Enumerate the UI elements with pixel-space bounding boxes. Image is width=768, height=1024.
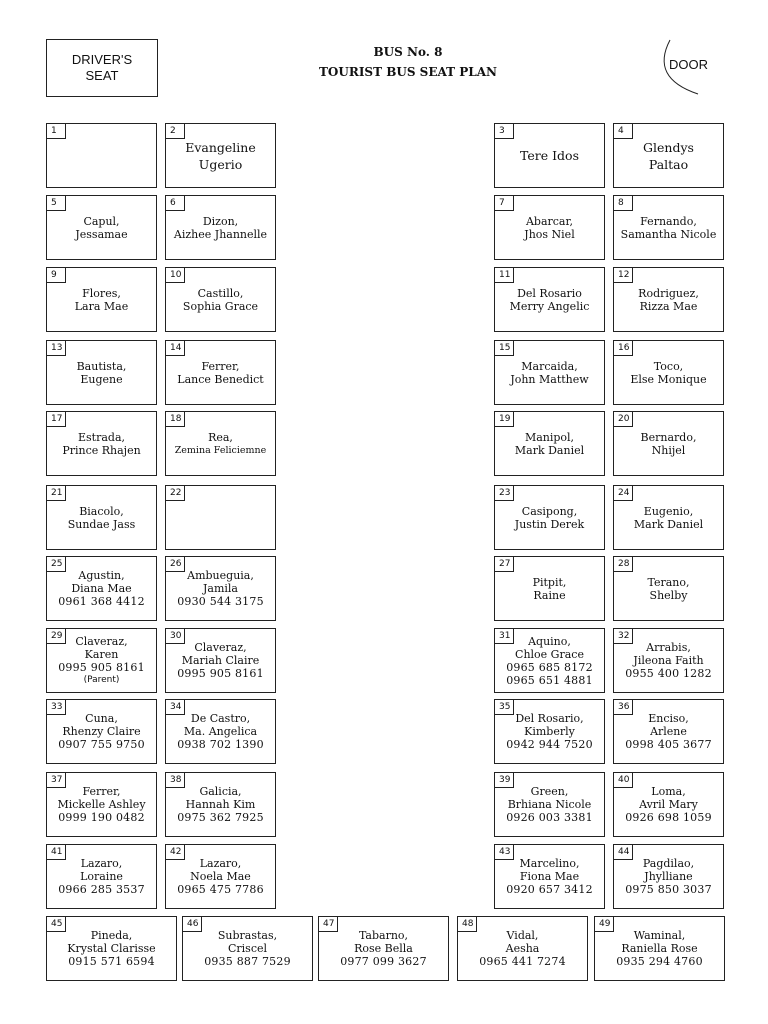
occupant-name-line2: Fiona Mae: [519, 870, 580, 883]
seat-number: 10: [165, 267, 185, 283]
occupant-contact: 0977 099 3627: [340, 955, 427, 968]
seat-24: [613, 485, 724, 550]
seat-number: 21: [46, 485, 66, 501]
seat-18: [165, 411, 276, 476]
seat-occupant: [47, 557, 156, 620]
seat-number: 6: [165, 195, 185, 211]
seat-occupant: [166, 629, 275, 692]
seat-occupant: [47, 124, 156, 187]
occupant-name-line2: Jessamae: [75, 227, 128, 241]
seat-6: [165, 195, 276, 260]
seat-14: [165, 340, 276, 405]
occupant-name-line1: Terano,: [647, 575, 690, 589]
seat-occupant: [166, 486, 275, 549]
occupant-name-line1: Flores,: [82, 286, 121, 300]
seat-4: [613, 123, 724, 188]
occupant-name-line2: Hannah Kim: [185, 798, 256, 811]
seat-17: [46, 411, 157, 476]
seat-40: [613, 772, 724, 837]
seat-number: 17: [46, 411, 66, 427]
occupant-name-line1: Subrastas,: [217, 929, 278, 942]
seat-occupant: [614, 700, 723, 763]
occupant-name-line1: Eugenio,: [643, 504, 694, 518]
occupant-contact: 0965 441 7274: [479, 955, 566, 968]
occupant-name-line1: Arrabis,: [646, 641, 691, 654]
seat-occupant: [166, 773, 275, 836]
seat-plan-title: TOURIST BUS SEAT PLAN: [319, 65, 497, 79]
seat-number: 39: [494, 772, 514, 788]
seat-occupant: [495, 196, 604, 259]
occupant-name-line1: Marcelino,: [519, 857, 580, 870]
occupant-contact: 0965 475 7786: [177, 883, 264, 896]
occupant-name-line2: Brhiana Nicole: [507, 798, 592, 811]
occupant-name-line1: Claveraz,: [194, 641, 247, 654]
occupant-name-line2: Else Monique: [630, 372, 707, 386]
seat-number: 32: [613, 628, 633, 644]
occupant-name-line2: John Matthew: [510, 372, 589, 386]
seat-43: [494, 844, 605, 909]
seat-1: [46, 123, 157, 188]
occupant-name-line2: Prince Rhajen: [62, 443, 141, 457]
seat-occupant: [166, 268, 275, 331]
seat-29: [46, 628, 157, 693]
seat-number: 14: [165, 340, 185, 356]
seat-occupant: [47, 700, 156, 763]
occupant-contact: 0935 294 4760: [616, 955, 703, 968]
seat-number: 7: [494, 195, 514, 211]
occupant-name-line2: Loraine: [80, 870, 123, 883]
occupant-name-line1: Tere Idos: [520, 148, 579, 163]
seat-38: [165, 772, 276, 837]
occupant-name-line2: Raine: [533, 588, 566, 602]
seat-31: [494, 628, 605, 693]
door-label: DOOR: [669, 57, 708, 72]
occupant-name-line1: Ferrer,: [82, 785, 121, 798]
occupant-name-line2: Karen: [84, 647, 119, 661]
occupant-name-line2: Jhylliane: [644, 870, 693, 883]
seat-occupant: [47, 268, 156, 331]
seat-number: 24: [613, 485, 633, 501]
seat-occupant: [614, 268, 723, 331]
occupant-name-line2: Rose Bella: [354, 942, 413, 955]
seat-occupant: [495, 557, 604, 620]
occupant-name-line1: Pagdilao,: [642, 857, 695, 870]
occupant-name-line2: Mariah Claire: [181, 654, 260, 667]
occupant-name-line2: Criscel: [227, 942, 268, 955]
seat-number: 15: [494, 340, 514, 356]
seat-number: 42: [165, 844, 185, 860]
seat-12: [613, 267, 724, 332]
seat-7: [494, 195, 605, 260]
occupant-name-line2: Aesha: [505, 942, 540, 955]
occupant-name-line2: Rhenzy Claire: [62, 725, 141, 738]
occupant-name-line1: Bernardo,: [640, 430, 697, 444]
seat-occupant: [166, 412, 275, 475]
occupant-contact: 0975 362 7925: [177, 811, 264, 824]
seat-number: 8: [613, 195, 633, 211]
seat-35: [494, 699, 605, 764]
seat-41: [46, 844, 157, 909]
seat-occupant: [47, 341, 156, 404]
occupant-contact: 0961 368 4412: [58, 595, 145, 608]
occupant-name-line2: Ma. Angelica: [183, 725, 258, 738]
occupant-name-line1: Del Rosario: [517, 286, 582, 300]
occupant-contact: 0965 651 4881: [506, 673, 593, 687]
seat-47: [318, 916, 449, 981]
seat-number: 3: [494, 123, 514, 139]
occupant-name-line1: Fernando,: [640, 214, 697, 228]
seat-occupant: [495, 486, 604, 549]
occupant-name-line2: Nhijel: [651, 443, 686, 457]
seat-number: 27: [494, 556, 514, 572]
occupant-name-line1: Dizon,: [202, 214, 239, 228]
occupant-name-line1: De Castro,: [190, 712, 251, 725]
occupant-name-line2: Samantha Nicole: [620, 227, 717, 241]
seat-number: 49: [594, 916, 614, 932]
occupant-name-line2: Jileona Faith: [633, 654, 704, 667]
occupant-name-line1: Ferrer,: [201, 359, 240, 373]
occupant-contact: 0965 685 8172: [506, 660, 593, 674]
occupant-name-line1: Aquino,: [528, 634, 571, 648]
seat-occupant: [47, 196, 156, 259]
seat-42: [165, 844, 276, 909]
occupant-contact: 0998 405 3677: [625, 738, 712, 751]
seat-occupant: [47, 486, 156, 549]
seat-9: [46, 267, 157, 332]
seat-36: [613, 699, 724, 764]
seat-occupant: [614, 845, 723, 908]
seat-32: [613, 628, 724, 693]
occupant-name-line2: Ugerio: [198, 156, 243, 172]
occupant-contact: 0926 698 1059: [625, 811, 712, 824]
seat-44: [613, 844, 724, 909]
occupant-name-line2: Eugene: [80, 372, 123, 386]
seat-number: 1: [46, 123, 66, 139]
seat-26: [165, 556, 276, 621]
seat-number: 33: [46, 699, 66, 715]
seat-number: 47: [318, 916, 338, 932]
occupant-name-line1: Casipong,: [521, 504, 578, 518]
occupant-contact: 0920 657 3412: [506, 883, 593, 896]
seat-number: 28: [613, 556, 633, 572]
page-title: [250, 42, 566, 82]
seat-number: 23: [494, 485, 514, 501]
seat-3: [494, 123, 605, 188]
occupant-name-line2: Sundae Jass: [67, 517, 136, 531]
seat-30: [165, 628, 276, 693]
seat-16: [613, 340, 724, 405]
seat-occupant: [495, 124, 604, 187]
seat-occupant: [614, 486, 723, 549]
seat-number: 4: [613, 123, 633, 139]
occupant-name-line1: Tabarno,: [358, 929, 409, 942]
seat-number: 29: [46, 628, 66, 644]
seat-23: [494, 485, 605, 550]
occupant-contact: 0975 850 3037: [625, 883, 712, 896]
seat-33: [46, 699, 157, 764]
occupant-name-line1: Lazaro,: [199, 857, 242, 870]
seat-number: 13: [46, 340, 66, 356]
seat-occupant: [319, 917, 448, 980]
occupant-name-line1: Lazaro,: [80, 857, 123, 870]
seat-45: [46, 916, 177, 981]
seat-13: [46, 340, 157, 405]
occupant-name-line1: Vidal,: [506, 929, 539, 942]
seat-number: 45: [46, 916, 66, 932]
occupant-name-line1: Evangeline: [185, 139, 256, 155]
occupant-contact: 0907 755 9750: [58, 738, 145, 751]
occupant-contact: 0999 190 0482: [58, 811, 145, 824]
seat-occupant: [166, 557, 275, 620]
occupant-name-line1: Enciso,: [648, 712, 689, 725]
occupant-name-line1: Capul,: [83, 214, 120, 228]
seat-occupant: [183, 917, 312, 980]
seat-number: 44: [613, 844, 633, 860]
occupant-name-line1: Pitpit,: [532, 575, 567, 589]
occupant-contact: 0935 887 7529: [204, 955, 291, 968]
seat-20: [613, 411, 724, 476]
occupant-name-line2: Raniella Rose: [621, 942, 698, 955]
occupant-name-line1: Glendys: [643, 139, 694, 155]
occupant-name-line2: Chloe Grace: [515, 647, 584, 661]
seat-48: [457, 916, 588, 981]
occupant-name-line1: Toco,: [653, 359, 684, 373]
occupant-contact: 0966 285 3537: [58, 883, 145, 896]
occupant-name-line1: Estrada,: [77, 430, 125, 444]
occupant-name-line1: Del Rosario,: [515, 712, 584, 725]
seat-27: [494, 556, 605, 621]
seat-number: 43: [494, 844, 514, 860]
occupant-name-line2: Zemina Feliciemne: [174, 444, 267, 456]
seat-8: [613, 195, 724, 260]
occupant-name-line2: Lara Mae: [74, 299, 129, 313]
seat-occupant: [495, 845, 604, 908]
seat-number: 16: [613, 340, 633, 356]
seat-number: 2: [165, 123, 185, 139]
seat-19: [494, 411, 605, 476]
seat-number: 46: [182, 916, 202, 932]
drivers-seat-line2: SEAT: [85, 68, 119, 83]
occupant-name-line2: Noela Mae: [190, 870, 251, 883]
seat-occupant: [166, 700, 275, 763]
seat-number: 40: [613, 772, 633, 788]
seat-15: [494, 340, 605, 405]
seat-number: 41: [46, 844, 66, 860]
occupant-name-line1: Ambueguia,: [187, 569, 254, 582]
occupant-name-line1: Pineda,: [90, 929, 133, 942]
seat-occupant: [495, 268, 604, 331]
seat-25: [46, 556, 157, 621]
seat-number: 18: [165, 411, 185, 427]
seat-10: [165, 267, 276, 332]
occupant-contact: 0942 944 7520: [506, 738, 593, 751]
seat-occupant: [166, 341, 275, 404]
seat-occupant: [166, 845, 275, 908]
occupant-name-line2: Avril Mary: [639, 798, 698, 811]
seat-number: 30: [165, 628, 185, 644]
seat-occupant: [166, 124, 275, 187]
seat-occupant: [614, 124, 723, 187]
seat-occupant: [47, 773, 156, 836]
seat-occupant: [614, 629, 723, 692]
occupant-name-line2: Rizza Mae: [639, 299, 698, 313]
seat-occupant: [614, 773, 723, 836]
seat-number: 31: [494, 628, 514, 644]
occupant-name-line2: Sophia Grace: [182, 299, 259, 313]
occupant-name-line1: Green,: [530, 785, 569, 798]
seat-34: [165, 699, 276, 764]
seat-occupant: [614, 341, 723, 404]
seat-28: [613, 556, 724, 621]
drivers-seat: [46, 39, 158, 97]
seat-5: [46, 195, 157, 260]
occupant-name-line2: Mark Daniel: [633, 517, 704, 531]
occupant-name-line1: Bautista,: [76, 359, 127, 373]
occupant-name-line1: Claveraz,: [75, 634, 128, 648]
occupant-name-line2: Krystal Clarisse: [67, 942, 156, 955]
occupant-name-line1: Rea,: [208, 430, 233, 444]
seat-number: 22: [165, 485, 185, 501]
seat-2: [165, 123, 276, 188]
seat-number: 26: [165, 556, 185, 572]
seat-occupant: [614, 412, 723, 475]
occupant-name-line1: Cuna,: [85, 712, 118, 725]
occupant-contact: 0995 905 8161: [177, 667, 264, 680]
occupant-name-line2: Jamila: [203, 582, 238, 595]
seat-occupant: [495, 700, 604, 763]
occupant-name-line1: Loma,: [651, 785, 686, 798]
seat-49: [594, 916, 725, 981]
seat-number: 20: [613, 411, 633, 427]
seat-number: 35: [494, 699, 514, 715]
seat-number: 25: [46, 556, 66, 572]
seat-occupant: [47, 629, 156, 692]
occupant-name-line2: Arlene: [650, 725, 687, 738]
seat-number: 48: [457, 916, 477, 932]
occupant-name-line2: Jhos Niel: [524, 227, 575, 241]
occupant-name-line1: Biacolo,: [79, 504, 124, 518]
occupant-name-line1: Agustin,: [78, 569, 125, 582]
seat-occupant: [495, 629, 604, 692]
occupant-name-line1: Galicia,: [199, 785, 242, 798]
occupant-name-line2: Diana Mae: [71, 582, 132, 595]
seat-number: 37: [46, 772, 66, 788]
bus-number: BUS No. 8: [373, 45, 443, 59]
occupant-name-line1: Marcaida,: [521, 359, 578, 373]
occupant-name-line2: Lance Benedict: [177, 372, 264, 386]
occupant-contact: 0938 702 1390: [177, 738, 264, 751]
seat-number: 5: [46, 195, 66, 211]
seat-46: [182, 916, 313, 981]
occupant-contact: (Parent): [83, 674, 120, 685]
occupant-name-line2: Mickelle Ashley: [57, 798, 146, 811]
occupant-contact: 0995 905 8161: [58, 660, 145, 674]
seat-number: 11: [494, 267, 514, 283]
seat-number: 34: [165, 699, 185, 715]
seat-occupant: [166, 196, 275, 259]
seat-22: [165, 485, 276, 550]
occupant-contact: 0915 571 6594: [68, 955, 155, 968]
seat-occupant: [595, 917, 724, 980]
occupant-contact: 0930 544 3175: [177, 595, 264, 608]
seat-occupant: [47, 917, 176, 980]
occupant-contact: 0926 003 3381: [506, 811, 593, 824]
seat-occupant: [495, 341, 604, 404]
occupant-name-line2: Paltao: [648, 156, 689, 172]
seat-occupant: [47, 412, 156, 475]
occupant-name-line1: Rodriguez,: [638, 286, 699, 300]
drivers-seat-line1: DRIVER'S: [71, 52, 133, 67]
seat-occupant: [47, 845, 156, 908]
occupant-name-line1: Waminal,: [633, 929, 686, 942]
seat-39: [494, 772, 605, 837]
seat-number: 12: [613, 267, 633, 283]
seat-number: 19: [494, 411, 514, 427]
seat-occupant: [614, 196, 723, 259]
occupant-contact: 0955 400 1282: [625, 667, 712, 680]
seat-number: 36: [613, 699, 633, 715]
seat-21: [46, 485, 157, 550]
occupant-name-line2: Kimberly: [524, 725, 575, 738]
occupant-name-line2: Mark Daniel: [514, 443, 585, 457]
seat-number: 38: [165, 772, 185, 788]
seat-occupant: [495, 412, 604, 475]
seat-occupant: [495, 773, 604, 836]
seat-occupant: [458, 917, 587, 980]
occupant-name-line1: Abarcar,: [525, 214, 574, 228]
seat-occupant: [614, 557, 723, 620]
occupant-name-line2: Justin Derek: [514, 517, 585, 531]
seat-number: 9: [46, 267, 66, 283]
occupant-name-line2: Shelby: [649, 588, 688, 602]
occupant-name-line2: Merry Angelic: [509, 299, 590, 313]
occupant-name-line1: Castillo,: [197, 286, 244, 300]
occupant-name-line2: Aizhee Jhannelle: [173, 227, 268, 241]
occupant-name-line1: Manipol,: [524, 430, 575, 444]
seat-37: [46, 772, 157, 837]
seat-11: [494, 267, 605, 332]
